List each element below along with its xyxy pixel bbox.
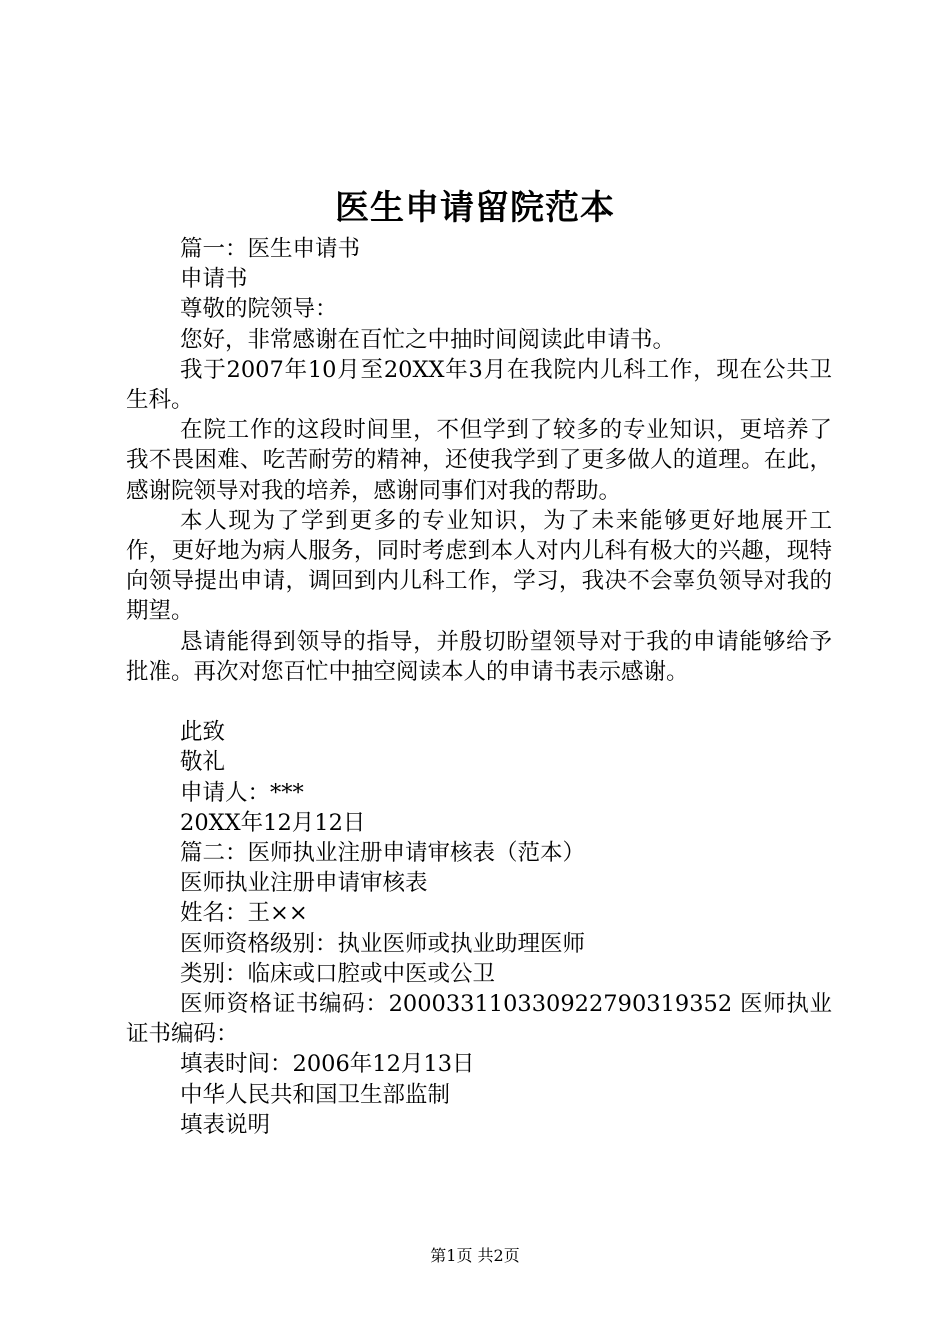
date-line: 20XX年12月12日 bbox=[180, 809, 366, 836]
salutation: 尊敬的院领导： bbox=[180, 296, 338, 323]
applicant-line: 申请人：*** bbox=[180, 779, 304, 806]
closing-line-1: 此致 bbox=[180, 719, 226, 746]
closing-line-2: 敬礼 bbox=[180, 749, 226, 776]
qualification-level-line: 医师资格级别：执业医师或执业助理医师 bbox=[180, 930, 586, 957]
supervisor-line: 中华人民共和国卫生部监制 bbox=[180, 1081, 451, 1108]
blank-line bbox=[126, 687, 832, 717]
document-title: 医生申请留院范本 bbox=[335, 188, 615, 228]
form-title: 医师执业注册申请审核表 bbox=[180, 870, 428, 897]
name-line: 姓名：王×× bbox=[180, 900, 308, 927]
paragraph: 我于2007年10月至20XX年3月在我院内儿科工作，现在公共卫生科。 bbox=[126, 356, 832, 414]
document-body bbox=[126, 234, 832, 1140]
greeting: 您好，非常感谢在百忙之中抽时间阅读此申请书。 bbox=[180, 326, 676, 353]
paragraph: 恳请能得到领导的指导，并殷切盼望领导对于我的申请能够给予批准。再次对您百忙中抽空阅读本人的申请书表示感谢。 bbox=[126, 628, 832, 685]
page-footer: 第1页 共2页 bbox=[430, 1246, 520, 1265]
instructions-heading: 填表说明 bbox=[180, 1111, 271, 1138]
paragraph: 在院工作的这段时间里，不但学到了较多的专业知识，更培养了我不畏困难、吃苦耐劳的精神，还使我学到了更多做人的道理。在此，感谢院领导对我的培养，感谢同事们对我的帮助。 bbox=[126, 417, 832, 504]
fill-time-line: 填表时间：2006年12月13日 bbox=[180, 1051, 475, 1078]
part2-heading: 篇二：医师执业注册申请审核表（范本） bbox=[180, 840, 586, 867]
paragraph: 本人现为了学到更多的专业知识，为了未来能够更好地展开工作，更好地为病人服务，同时考虑到本人对内儿科有极大的兴趣，现特向领导提出申请，调回到内儿科工作，学习，我决不会辜负领导对我的期望。 bbox=[126, 507, 832, 625]
letter-title: 申请书 bbox=[180, 266, 248, 293]
part1-heading: 篇一：医生申请书 bbox=[180, 236, 361, 262]
certificate-code-line: 医师资格证书编码：20003311033092279031935​2 医师执业证书编码： bbox=[126, 991, 832, 1048]
category-line: 类别：临床或口腔或中医或公卫 bbox=[180, 960, 496, 987]
